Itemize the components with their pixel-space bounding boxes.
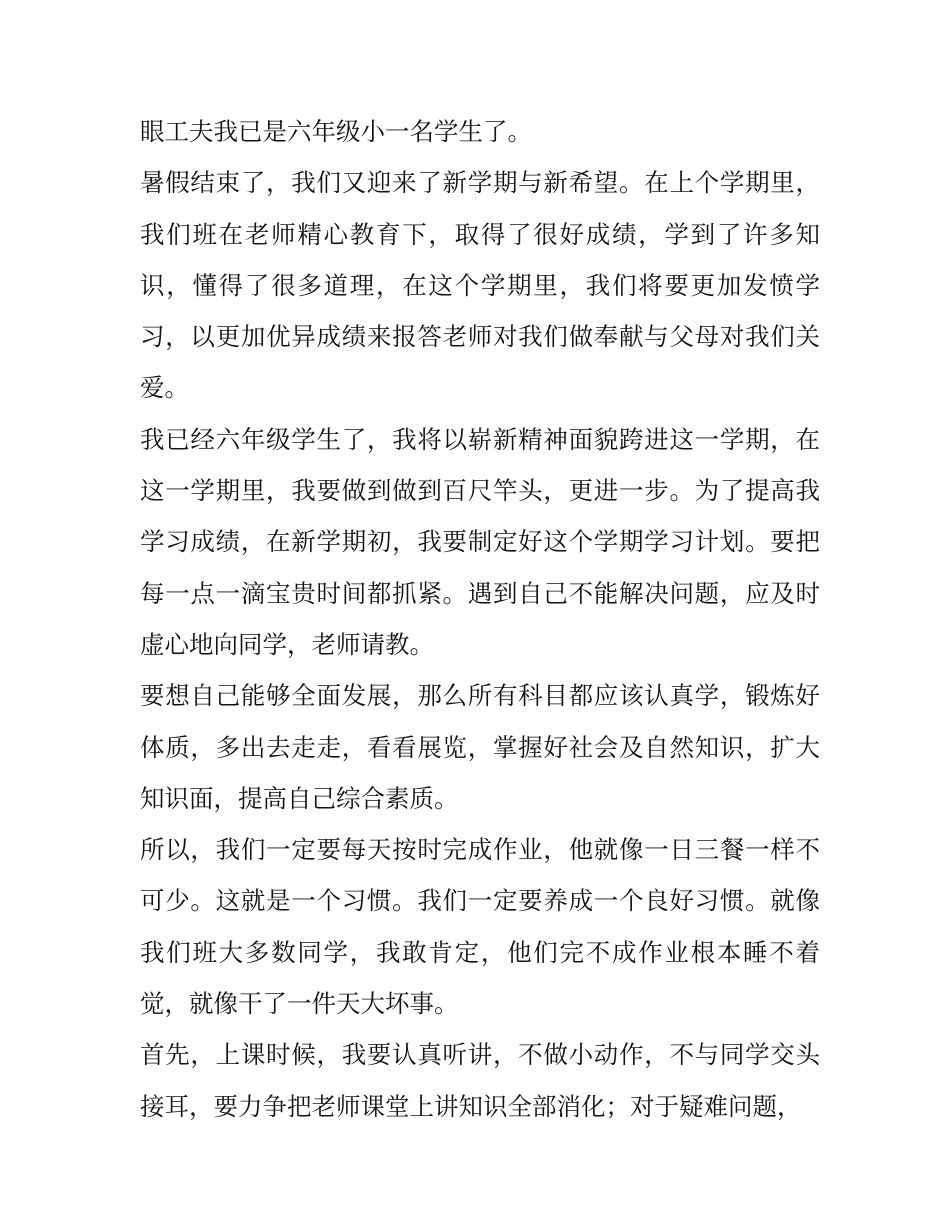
body-text [140, 106, 820, 1132]
paragraph-6: 首先，上课时候，我要认真听讲，不做小动作，不与同学交头接耳，要力争把老师课堂上讲知识全部消化；对于疑难问题， [140, 1040, 820, 1121]
paragraph-3: 我已经六年级学生了，我将以崭新精神面貌跨进这一学期，在这一学期里，我要做到做到百尺竿头，更进一步。为了提高我学习成绩，在新学期初，我要制定好这个学期学习计划。要把每一点一滴宝贵时间都抓紧。遇到自己不能解决问题，应及时虚心地向同学，老师请教。 [140, 424, 820, 659]
paragraph-5: 所以，我们一定要每天按时完成作业，他就像一日三餐一样不可少。这就是一个习惯。我们一定要养成一个良好习惯。就像我们班大多数同学，我敢肯定，他们完不成作业根本睡不着觉，就像干了一件天大坏事。 [140, 835, 820, 1019]
paragraph-2: 暑假结束了，我们又迎来了新学期与新希望。在上个学期里，我们班在老师精心教育下，取得了很好成绩，学到了许多知识，懂得了很多道理，在这个学期里，我们将要更加发愤学习，以更加优异成绩来报答老师对我们做奉献与父母对我们关爱。 [140, 168, 820, 403]
paragraph-4: 要想自己能够全面发展，那么所有科目都应该认真学，锻炼好体质，多出去走走，看看展览，掌握好社会及自然知识，扩大知识面，提高自己综合素质。 [140, 681, 820, 813]
paragraph-1: 眼工夫我已是六年级小一名学生了。 [140, 117, 532, 146]
